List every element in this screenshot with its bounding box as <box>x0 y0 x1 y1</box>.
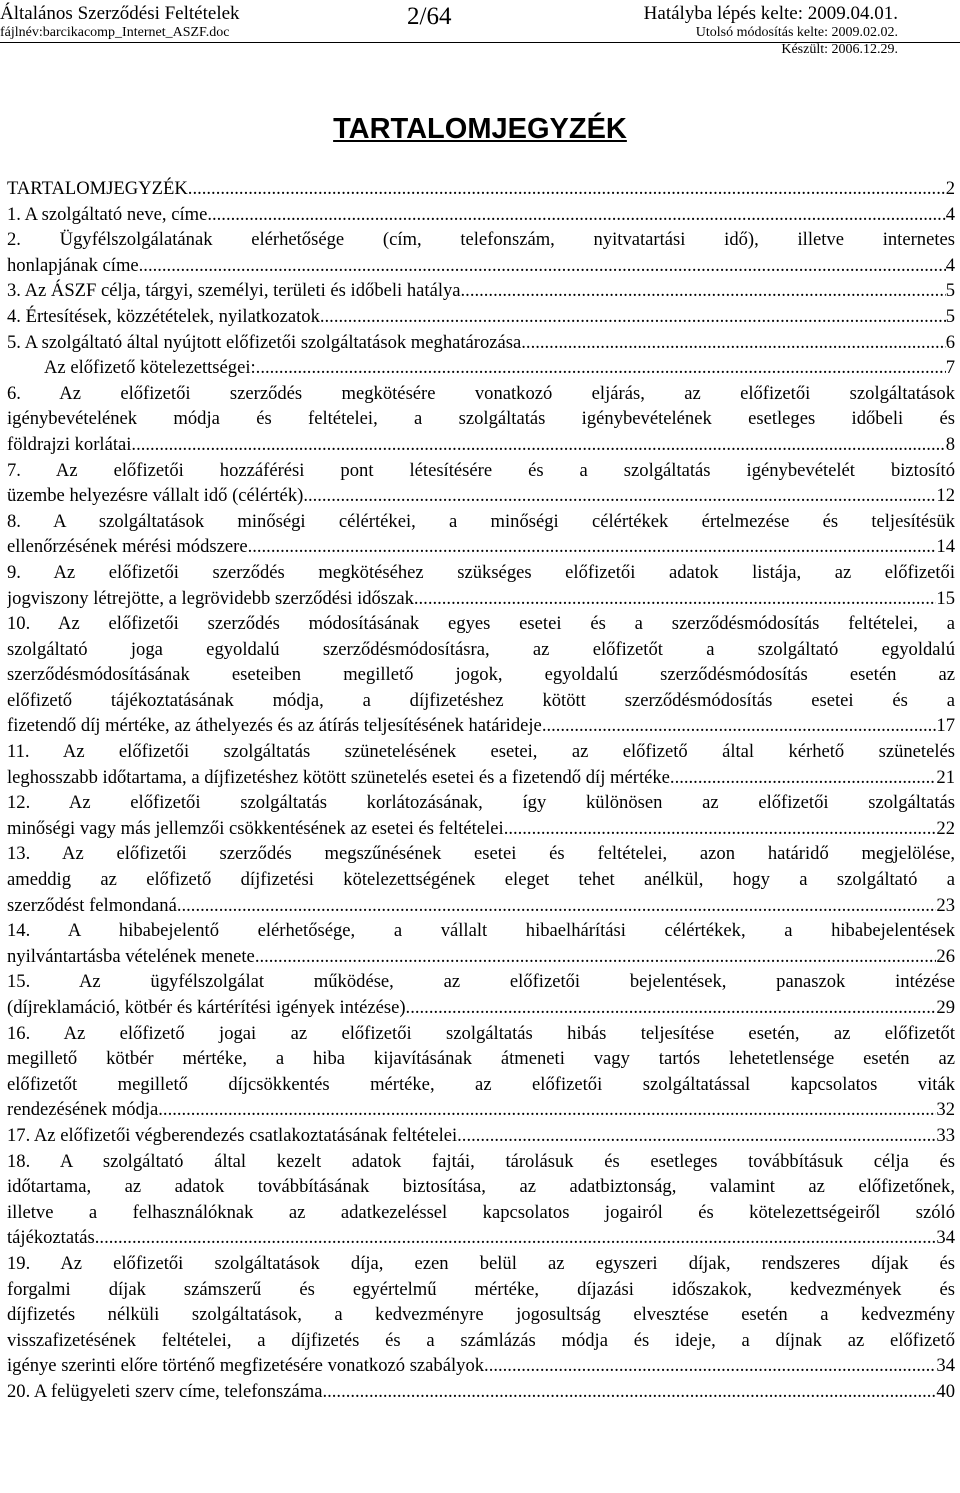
page-number: 2/64 <box>407 3 452 30</box>
toc-entry[interactable] <box>7 355 955 381</box>
toc-entry-title: leghosszabb időtartama, a díjfizetéshez kötött szünetelés esetei és a fizetendő díj mértéke ..... <box>7 765 936 791</box>
toc-entry-line: díjfizetés nélküli szolgáltatások, a kedvezményre jogosultság elvesztése esetén a kedvezmény <box>7 1304 955 1326</box>
toc-heading: TARTALOMJEGYZÉK <box>333 113 627 145</box>
toc-entry-page: 8 <box>945 433 955 455</box>
effective-date: Hatályba lépés kelte: 2009.04.01. <box>643 3 898 24</box>
toc-entry-line: időtartama, az adatok továbbításának biztosítása, az adatbiztonság, valamint az előfizetőnek, <box>7 1176 955 1198</box>
toc-entry-page: 2 <box>945 178 955 199</box>
toc-entry-line: forgalmi díjak számszerű és egyértelmű mértéke, díjazási időszakok, kedvezmények és <box>7 1278 955 1300</box>
toc-entry-page: 33 <box>936 1124 955 1146</box>
toc-entry[interactable] <box>7 381 955 458</box>
toc-entry-title: rendezésének módja ..... <box>7 1097 936 1123</box>
toc-entry-line: 15. Az ügyfélszolgálat működése, az előfizetői bejelentések, panaszok intézése <box>7 971 955 993</box>
toc-entry-title: földrajzi korlátai ..... <box>7 432 946 458</box>
toc-entry-line: előfizetőt megillető díjcsökkentés mértéke, az előfizetői szolgáltatással kapcsolatos viták <box>7 1073 955 1095</box>
file-name: fájlnév:barcikacomp_Internet_ASZF.doc <box>0 25 230 40</box>
toc-entry-line: 11. Az előfizetői szolgáltatás szünetelésének esetei, az előfizető által kérhető szünetelés <box>7 741 955 763</box>
toc-entry[interactable] <box>7 330 955 356</box>
toc-entry-page: 4 <box>945 254 955 276</box>
toc-entry-line: előfizető tájékoztatásának módja, a díjfizetéshez kötött szerződésmódosítás esetei és a <box>7 689 955 711</box>
toc-entry-line: szerződésmódosításának eseteiben megillető jogok, egyoldalú szerződésmódosítás esetén az <box>7 664 955 686</box>
toc-entry-line: szolgáltató joga egyoldalú szerződésmódosításra, az előfizetőt a szolgáltató egyoldalú <box>7 638 955 660</box>
toc-entry-title: 17. Az előfizetői végberendezés csatlakoztatásának feltételei ..... <box>7 1123 936 1149</box>
toc-entry-page: 5 <box>945 280 955 302</box>
document-title: Általános Szerződési Feltételek <box>0 3 240 24</box>
toc-entry-page: 14 <box>936 536 955 558</box>
toc-entry[interactable] <box>7 458 955 509</box>
toc-entry[interactable] <box>7 278 955 304</box>
page-header <box>0 0 960 57</box>
toc-entry[interactable] <box>7 509 955 560</box>
toc-entry-page: 6 <box>945 331 955 353</box>
toc-entry-title: 1. A szolgáltató neve, címe ..... <box>7 202 946 228</box>
toc-entry-line: 13. Az előfizetői szerződés megszűnésének esetei és feltételei, azon határidő megjelölése, <box>7 843 955 865</box>
toc-entry-line: 9. Az előfizetői szerződés megkötéséhez szükséges előfizetői adatok listája, az előfizetői <box>7 561 955 583</box>
toc-entry[interactable] <box>7 841 955 918</box>
last-modified-date: Utolsó módosítás kelte: 2009.02.02. <box>695 25 898 40</box>
toc-entry[interactable] <box>7 739 955 790</box>
toc-entry-line: illetve a felhasználóknak az adatkezeléssel kapcsolatos jogairól és kötelezettségeiről szóló <box>7 1201 955 1223</box>
toc-entry[interactable] <box>7 304 955 330</box>
toc-entry-title: fizetendő díj mértéke, az áthelyezés és az átírás teljesítésének határideje ..... <box>7 713 936 739</box>
toc-entry-line: visszafizetésének feltételei, a díjfizetés és a számlázás módja és ideje, a díjnak az előfizető <box>7 1329 955 1351</box>
table-of-contents <box>7 176 955 1405</box>
toc-entry[interactable] <box>7 1251 955 1379</box>
toc-entry-line: ameddig az előfizető díjfizetési kötelezettségének eleget tehet anélkül, hogy a szolgáltató a <box>7 869 955 891</box>
created-date: Készült: 2006.12.29. <box>781 42 898 57</box>
toc-entry-page: 7 <box>945 357 955 379</box>
toc-entry-page: 34 <box>936 1227 955 1249</box>
toc-entry-title: minőségi vagy más jellemzői csökkentésének az esetei és feltételei ..... <box>7 816 936 842</box>
toc-entry-title: honlapjának címe ..... <box>7 253 946 279</box>
toc-entry-title: tájékoztatás ..... <box>7 1225 936 1251</box>
toc-entry-title: szerződést felmondaná ..... <box>7 893 936 919</box>
toc-entry-page: 32 <box>936 1099 955 1121</box>
toc-entry-page: 21 <box>936 766 955 788</box>
toc-entry[interactable] <box>7 1021 955 1123</box>
toc-entry-page: 17 <box>936 715 955 737</box>
toc-entry-line: igénybevételének módja és feltételei, a szolgáltatás igénybevételének esetleges időbeli és <box>7 408 955 430</box>
toc-entry-page: 12 <box>936 485 955 507</box>
toc-entry[interactable] <box>7 611 955 739</box>
toc-entry-title: 3. Az ÁSZF célja, tárgyi, személyi, területi és időbeli hatálya ..... <box>7 278 946 304</box>
toc-entry-title: 4. Értesítések, közzétételek, nyilatkozatok ..... <box>7 304 946 330</box>
toc-entry-line: 12. Az előfizetői szolgáltatás korlátozásának, így különösen az előfizetői szolgáltatás <box>7 792 955 814</box>
toc-entry-page: 26 <box>936 945 955 967</box>
toc-entry[interactable] <box>7 1123 955 1149</box>
toc-entry[interactable] <box>7 969 955 1020</box>
toc-entry-line: megillető kötbér mértéke, a hiba kijavításának átmeneti vagy tartós lehetetlensége esetén az <box>7 1048 955 1070</box>
toc-entry-page: 34 <box>936 1355 955 1377</box>
toc-entry-page: 15 <box>936 587 955 609</box>
toc-entry-title: ellenőrzésének mérési módszere ..... <box>7 534 936 560</box>
toc-entry[interactable] <box>7 227 955 278</box>
toc-entry-page: 22 <box>936 817 955 839</box>
toc-entry-page: 4 <box>945 203 955 225</box>
toc-entry-line: 14. A hibabejelentő elérhetősége, a vállalt hibaelhárítási célértékek, a hibabejelentések <box>7 920 955 942</box>
toc-entry-title: (díjreklamáció, kötbér és kártérítési igények intézése). ..... <box>7 995 936 1021</box>
toc-entry-title: 5. A szolgáltató által nyújtott előfizetői szolgáltatások meghatározása ..... <box>7 330 946 356</box>
toc-entry[interactable] <box>7 176 955 202</box>
toc-entry-title: nyilvántartásba vételének menete ..... <box>7 944 936 970</box>
toc-entry-page: 40 <box>936 1380 955 1402</box>
toc-entry-line: 8. A szolgáltatások minőségi célértékei, a minőségi célértékek értelmezése és teljesítésük <box>7 510 955 532</box>
toc-entry-line: 7. Az előfizetői hozzáférési pont létesítésére és a szolgáltatás igénybevételét biztosító <box>7 459 955 481</box>
toc-entry-line: 10. Az előfizetői szerződés módosításának egyes esetei és a szerződésmódosítás feltételei, a <box>7 613 955 635</box>
toc-entry-line: 16. Az előfizető jogai az előfizetői szolgáltatás hibás teljesítése esetén, az előfizetőt <box>7 1022 955 1044</box>
toc-entry-line: 2. Ügyfélszolgálatának elérhetősége (cím, telefonszám, nyitvatartási idő), illetve internetes <box>7 229 955 251</box>
toc-entry-title: igénye szerinti előre történő megfizetésére vonatkozó szabályok ..... <box>7 1353 936 1379</box>
toc-entry-page: 23 <box>936 894 955 916</box>
toc-entry-title: 20. A felügyeleti szerv címe, telefonszáma ..... <box>7 1379 936 1405</box>
toc-entry[interactable] <box>7 790 955 841</box>
toc-entry-line: 6. Az előfizetői szerződés megkötésére vonatkozó eljárás, az előfizetői szolgáltatások <box>7 382 955 404</box>
toc-entry[interactable] <box>7 918 955 969</box>
toc-entry[interactable] <box>7 1379 955 1405</box>
toc-entry-title: jogviszony létrejötte, a legrövidebb szerződési időszak ..... <box>7 586 936 612</box>
toc-entry-line: 18. A szolgáltató által kezelt adatok fajtái, tárolásuk és esetleges továbbításuk célja és <box>7 1150 955 1172</box>
toc-entry[interactable] <box>7 1149 955 1251</box>
toc-entry-page: 5 <box>945 305 955 327</box>
toc-entry[interactable] <box>7 560 955 611</box>
toc-entry-title: üzembe helyezésre vállalt idő (célérték) ..... <box>7 483 936 509</box>
toc-entry-title: Az előfizető kötelezettségei: ..... <box>44 355 946 381</box>
toc-entry-line: 19. Az előfizetői szolgáltatások díja, ezen belül az egyszeri díjak, rendszeres díjak és <box>7 1252 955 1274</box>
toc-entry-title: TARTALOMJEGYZÉK ..... <box>7 176 946 202</box>
toc-entry[interactable] <box>7 202 955 228</box>
toc-entry-page: 29 <box>936 997 955 1018</box>
